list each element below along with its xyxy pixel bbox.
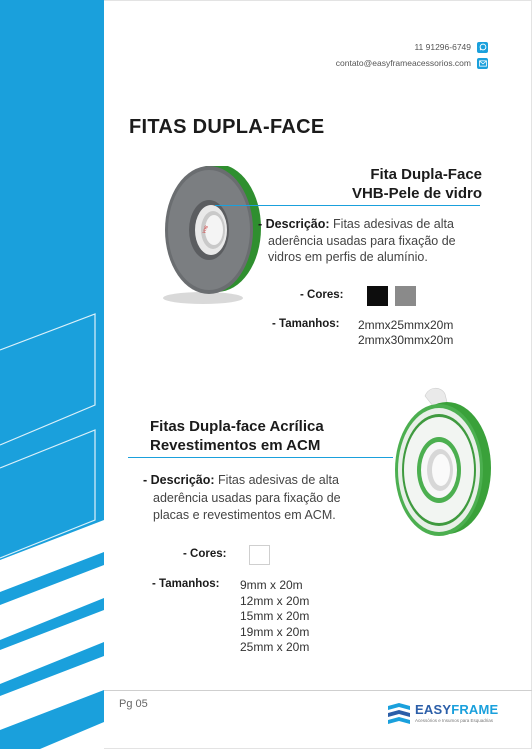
product-1-desc-line2: aderência usadas para fixação de: [268, 233, 456, 248]
product-2-desc-label: - Descrição:: [143, 473, 215, 487]
product-1-cores-label: - Cores:: [300, 289, 344, 301]
product-1-desc-line3: vidros em perfis de alumínio.: [268, 250, 428, 264]
product-2-name-line2: Revestimentos em ACM: [150, 437, 321, 454]
product-2-size-list: [240, 578, 309, 656]
product-2-size-item: 15mm x 20m: [240, 609, 310, 623]
acrylic-tape-roll-image: [385, 384, 497, 544]
product-1-desc-first: Fitas adesivas de alta: [329, 217, 454, 231]
product-2-size-item: 19mm x 20m: [240, 624, 310, 639]
email-row: [336, 55, 488, 71]
phone-row: [336, 39, 488, 55]
product-2-tamanhos-label: - Tamanhos:: [152, 578, 220, 590]
easyframe-logo[interactable]: [388, 703, 498, 727]
product-2-description: [143, 472, 373, 525]
product-2-desc-first: Fitas adesivas de alta: [214, 473, 339, 487]
product-1-tamanhos-label: - Tamanhos:: [272, 318, 340, 330]
product-2-size-item: 25mm x 20m: [240, 640, 310, 654]
footer-divider: [104, 690, 532, 691]
easyframe-logo-icon: [388, 703, 410, 727]
band-stripes: [0, 0, 104, 749]
product-2-size-item: 12mm x 20m: [240, 593, 310, 608]
page-number: Pg 05: [119, 698, 148, 710]
page-title: FITAS DUPLA-FACE: [129, 116, 325, 138]
brand-name-b: FRAME: [451, 702, 499, 717]
mail-icon[interactable]: [477, 58, 488, 69]
product-1-name: [282, 165, 482, 203]
product-2-desc-line3: placas e revestimentos em ACM.: [153, 508, 336, 522]
product-1-size-list: [358, 318, 453, 347]
contact-info: [336, 39, 488, 71]
product-1-size-item: 2mmx30mmx20m: [358, 332, 454, 347]
product-1-description: [258, 216, 488, 266]
product-1-divider: [215, 205, 480, 206]
vhb-tape-roll-image: [143, 166, 263, 306]
brand-tagline: Acessórios e Insumos para Esquadrias: [415, 718, 494, 723]
product-2-name-line1: Fitas Dupla-face Acrílica: [150, 418, 324, 435]
product-1-desc-label: - Descrição:: [258, 217, 330, 231]
product-2-size-item: 9mm x 20m: [240, 578, 303, 592]
brand-name-a: EASY: [415, 702, 452, 717]
svg-text:VHB: VHB: [201, 224, 209, 235]
brand-text: [415, 703, 498, 723]
product-1-name-line1: Fita Dupla-Face: [370, 166, 482, 183]
product-2-cores-label: - Cores:: [183, 548, 227, 560]
brand-name: [415, 703, 498, 716]
product-1-color-swatch-grey[interactable]: [395, 286, 416, 306]
email-address[interactable]: contato@easyframeacessorios.com: [335, 58, 471, 68]
product-1-color-swatch-black[interactable]: [367, 286, 388, 306]
product-2-desc-line2: aderência usadas para fixação de: [153, 490, 341, 505]
product-1-name-line2: VHB-Pele de vidro: [351, 185, 482, 202]
product-1-size-item: 2mmx25mmx20m: [358, 318, 454, 332]
product-2-name: [150, 417, 324, 455]
phone-number[interactable]: 11 91296-6749: [414, 42, 471, 52]
whatsapp-icon[interactable]: [477, 42, 488, 53]
product-2-divider: [128, 457, 393, 458]
product-2-color-swatch-white[interactable]: [249, 545, 270, 565]
decorative-side-band: [0, 0, 104, 749]
